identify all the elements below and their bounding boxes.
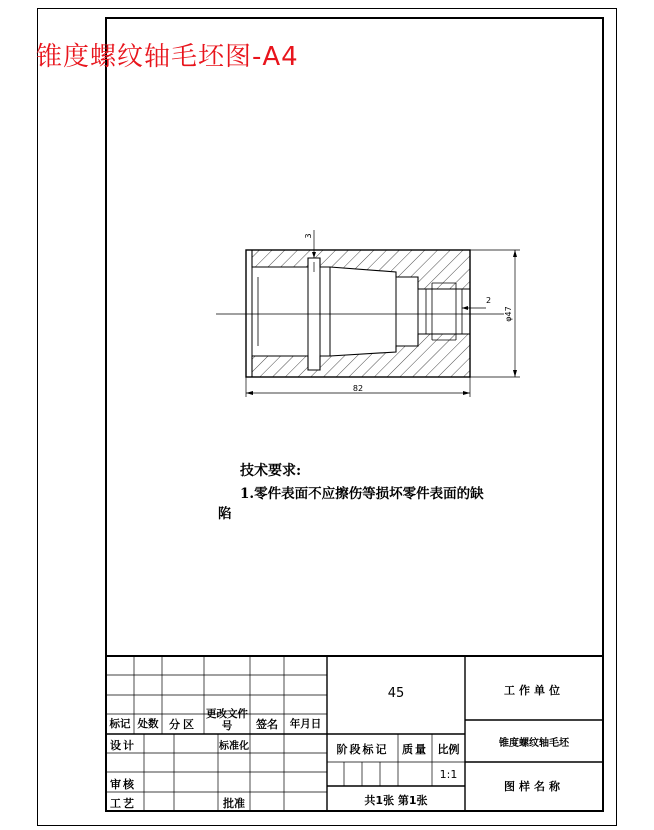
tech-heading: 技术要求:: [240, 463, 302, 479]
material-text: 45: [387, 686, 405, 701]
label-design: 设计: [110, 739, 136, 752]
label-standardize: 标准化: [219, 741, 249, 752]
dim-length: 82: [352, 384, 364, 393]
header-change-doc: 更改文件号: [206, 708, 248, 732]
label-stage-mark: 阶段标记: [336, 743, 389, 756]
label-process: 工艺: [110, 797, 136, 810]
dim-groove-width: 3: [304, 233, 313, 239]
label-approve: 批准: [223, 797, 245, 810]
label-review: 审核: [110, 778, 136, 791]
dim-end-groove: 2: [486, 296, 492, 305]
drawing-no-text: 图样名称: [504, 780, 564, 793]
part-name-text: 锥度螺纹轴毛坯: [499, 738, 569, 749]
sheet-title: 锥度螺纹轴毛坯图-A4: [36, 42, 299, 72]
label-scale: 比例: [437, 743, 460, 756]
tech-item-1-cont: 陷: [218, 506, 232, 522]
header-count: 处数: [137, 718, 159, 730]
label-weight: 质量: [402, 743, 428, 756]
header-zone: 分区: [169, 718, 197, 731]
sheets-count: 共1张 第1张: [364, 794, 428, 807]
tech-item-1: 1.零件表面不应擦伤等损坏零件表面的缺: [240, 486, 484, 502]
part-section-view: [216, 230, 520, 397]
company-text: 工作单位: [504, 684, 564, 697]
scale-value: 1:1: [439, 768, 458, 781]
header-date: 年月日: [289, 718, 322, 730]
header-sign: 签名: [256, 718, 278, 731]
dim-diameter: φ47: [504, 306, 513, 322]
header-mark: 标记: [109, 718, 131, 730]
